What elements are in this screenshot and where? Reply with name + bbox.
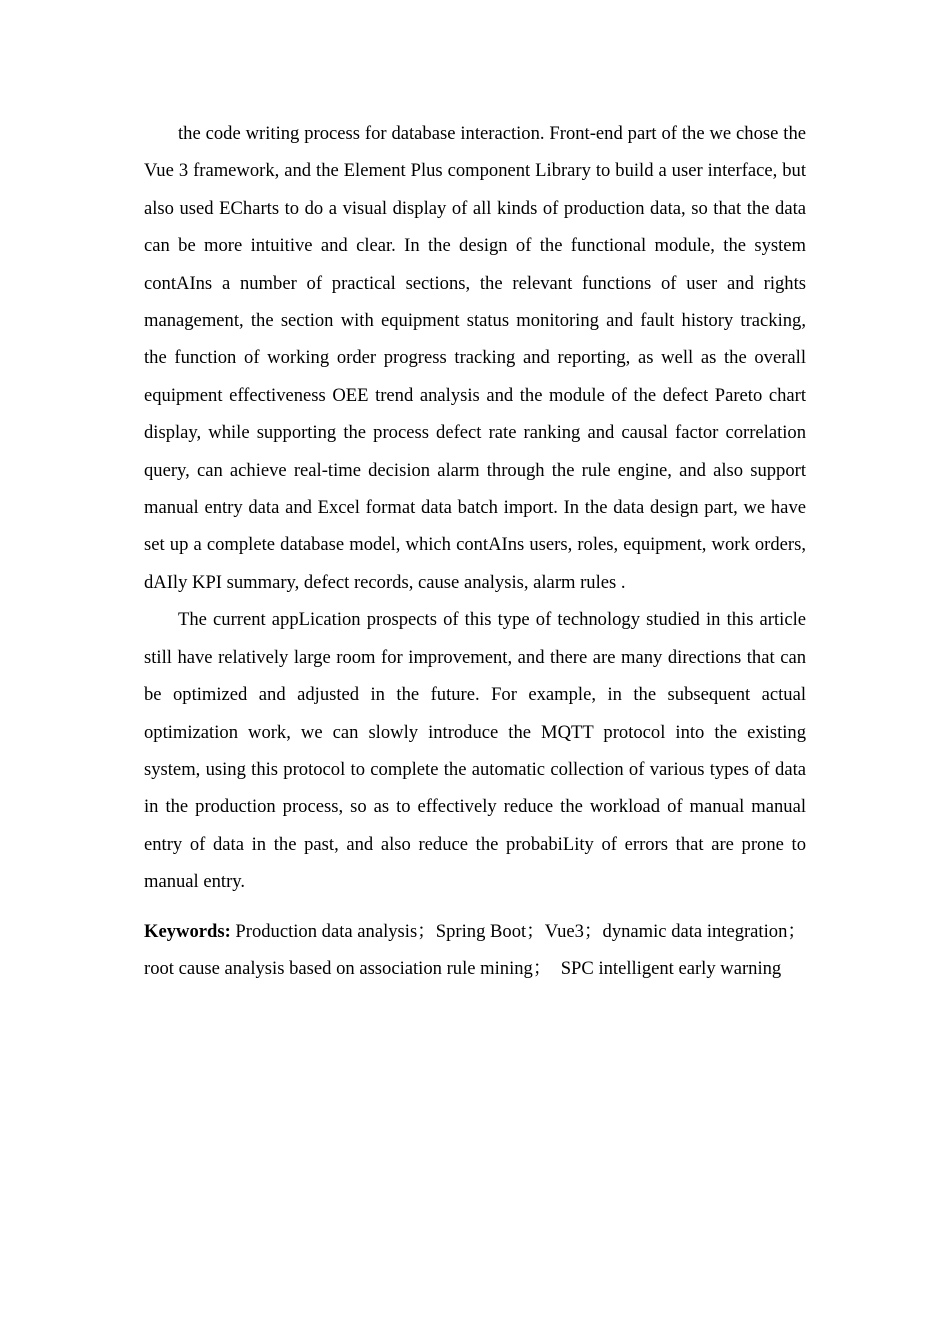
keywords-text: Production data analysis；Spring Boot；Vue3；dynamic data integration；root cause analysis based on association rule mining； SPC intelligent early warning <box>144 920 806 979</box>
keywords-line <box>144 913 806 988</box>
abstract-paragraph-1: the code writing process for database interaction. Front-end part of the we chose the Vue 3 framework, and the Element Plus component Library to build a user interface, but also used ECharts to do a visual display of all kinds of production data, so that the data can be more intuitive and clear. In the design of the functional module, the system contAIns a number of practical sections, the relevant functions of user and rights management, the section with equipment status monitoring and fault history tracking, the function of working order progress tracking and reporting, as well as the overall equipment effectiveness OEE trend analysis and the module of the defect Pareto chart display, while supporting the process defect rate ranking and causal factor correlation query, can achieve real-time decision alarm through the rule engine, and also support manual entry data and Excel format data batch import. In the data design part, we have set up a complete database model, which contAIns users, roles, equipment, work orders, dAIly KPI summary, defect records, cause analysis, alarm rules . <box>144 123 806 593</box>
keywords-label: Keywords: <box>144 920 231 942</box>
abstract-paragraph-2: The current appLication prospects of this type of technology studied in this article still have relatively large room for improvement, and there are many directions that can be optimized and adjusted in the future. For example, in the subsequent actual optimization work, we can slowly introduce the MQTT protocol into the existing system, using this protocol to complete the automatic collection of various types of data in the production process, so as to effectively reduce the workload of manual manual entry of data in the past, and also reduce the probabiLity of errors that are prone to manual entry. <box>144 609 806 893</box>
abstract-body <box>144 115 806 987</box>
